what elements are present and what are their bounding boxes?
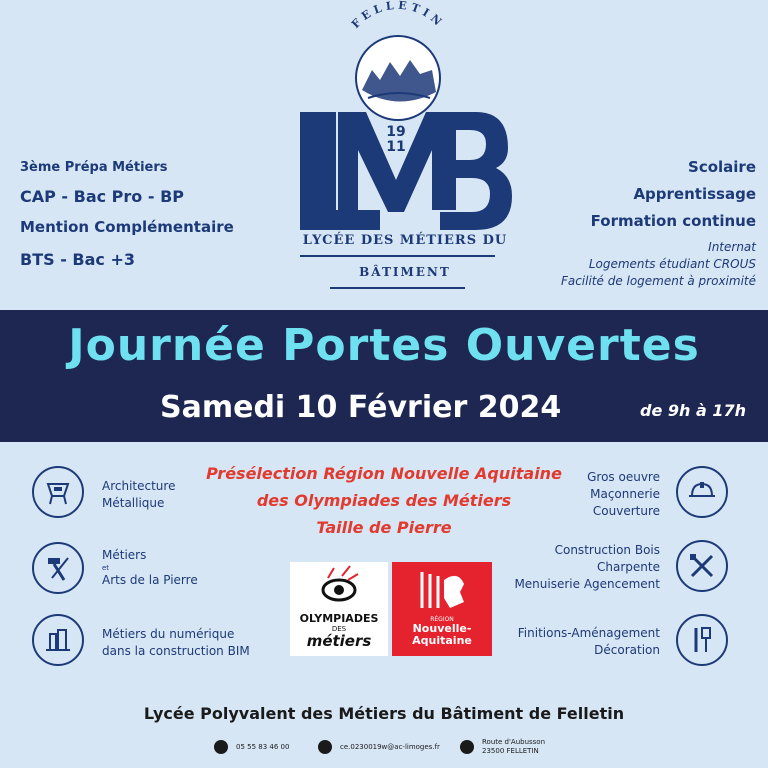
banner-title: Journée Portes Ouvertes — [68, 320, 700, 371]
program-prepa: 3ème Prépa Métiers — [20, 160, 168, 175]
olympiades-eye-icon — [290, 562, 388, 612]
email-icon — [318, 740, 332, 754]
extra-crous: Logements étudiant CROUS — [588, 257, 756, 271]
program-mention: Mention Complémentaire — [20, 218, 234, 236]
logo-year: 19 11 — [386, 124, 406, 155]
footer-title: Lycée Polyvalent des Métiers du Bâtiment de Felletin — [143, 704, 625, 723]
program-bts: BTS - Bac +3 — [20, 250, 135, 269]
paint-brush-icon — [676, 614, 728, 666]
open-day-banner — [0, 310, 768, 442]
mode-scolaire: Scolaire — [688, 158, 756, 176]
program-cap: CAP - Bac Pro - BP — [20, 187, 184, 206]
address: Route d'Aubusson 23500 FELLETIN — [482, 738, 546, 755]
right-programs — [561, 158, 756, 290]
hammer-chisel-icon — [32, 542, 84, 594]
left-programs — [20, 160, 234, 269]
svg-text:FELLETIN — [349, 0, 447, 31]
feature-bim: Métiers du numérique dans la construction BIM — [102, 627, 250, 658]
banner-date: Samedi 10 Février 2024 — [160, 390, 562, 425]
logo-letter-b — [440, 112, 512, 230]
feature-pierre: Métiers et Arts de la Pierre — [102, 548, 198, 587]
bim-building-icon — [32, 614, 84, 666]
welding-helmet-icon — [32, 466, 84, 518]
feature-bois: Construction Bois Charpente Menuiserie Agencement — [514, 543, 660, 591]
feature-architecture: Architecture Métallique — [102, 479, 176, 510]
region-lion-icon — [392, 562, 492, 616]
feature-finitions: Finitions-Aménagement Décoration — [517, 626, 660, 657]
region-logo: RÉGION Nouvelle- Aquitaine — [392, 562, 492, 656]
mode-formation: Formation continue — [590, 212, 756, 230]
extra-internat: Internat — [708, 240, 756, 254]
wood-tools-icon — [676, 540, 728, 592]
felletin-arc-text: FELLETIN — [349, 0, 447, 32]
olympiades-logo: OLYMPIADES DES métiers — [290, 562, 388, 656]
location-icon — [460, 740, 474, 754]
feature-gros-oeuvre: Gros oeuvre Maçonnerie Couverture — [587, 470, 660, 518]
phone-icon — [214, 740, 228, 754]
phone-number: 05 55 83 46 00 — [236, 743, 290, 751]
mode-apprentissage: Apprentissage — [633, 185, 756, 203]
logo-subtitle-1: LYCÉE DES MÉTIERS DU — [302, 233, 508, 248]
email-address: ce.0230019w@ac-limoges.fr — [340, 743, 440, 751]
hard-hat-icon — [676, 466, 728, 518]
preselection-text: Présélection Région Nouvelle Aquitaine des Olympiades des Métiers Taille de Pierre — [206, 464, 562, 537]
extra-logement: Facilité de logement à proximité — [560, 274, 756, 288]
banner-hours: de 9h à 17h — [640, 401, 746, 420]
logo-subtitle-2: BÂTIMENT — [359, 265, 451, 279]
